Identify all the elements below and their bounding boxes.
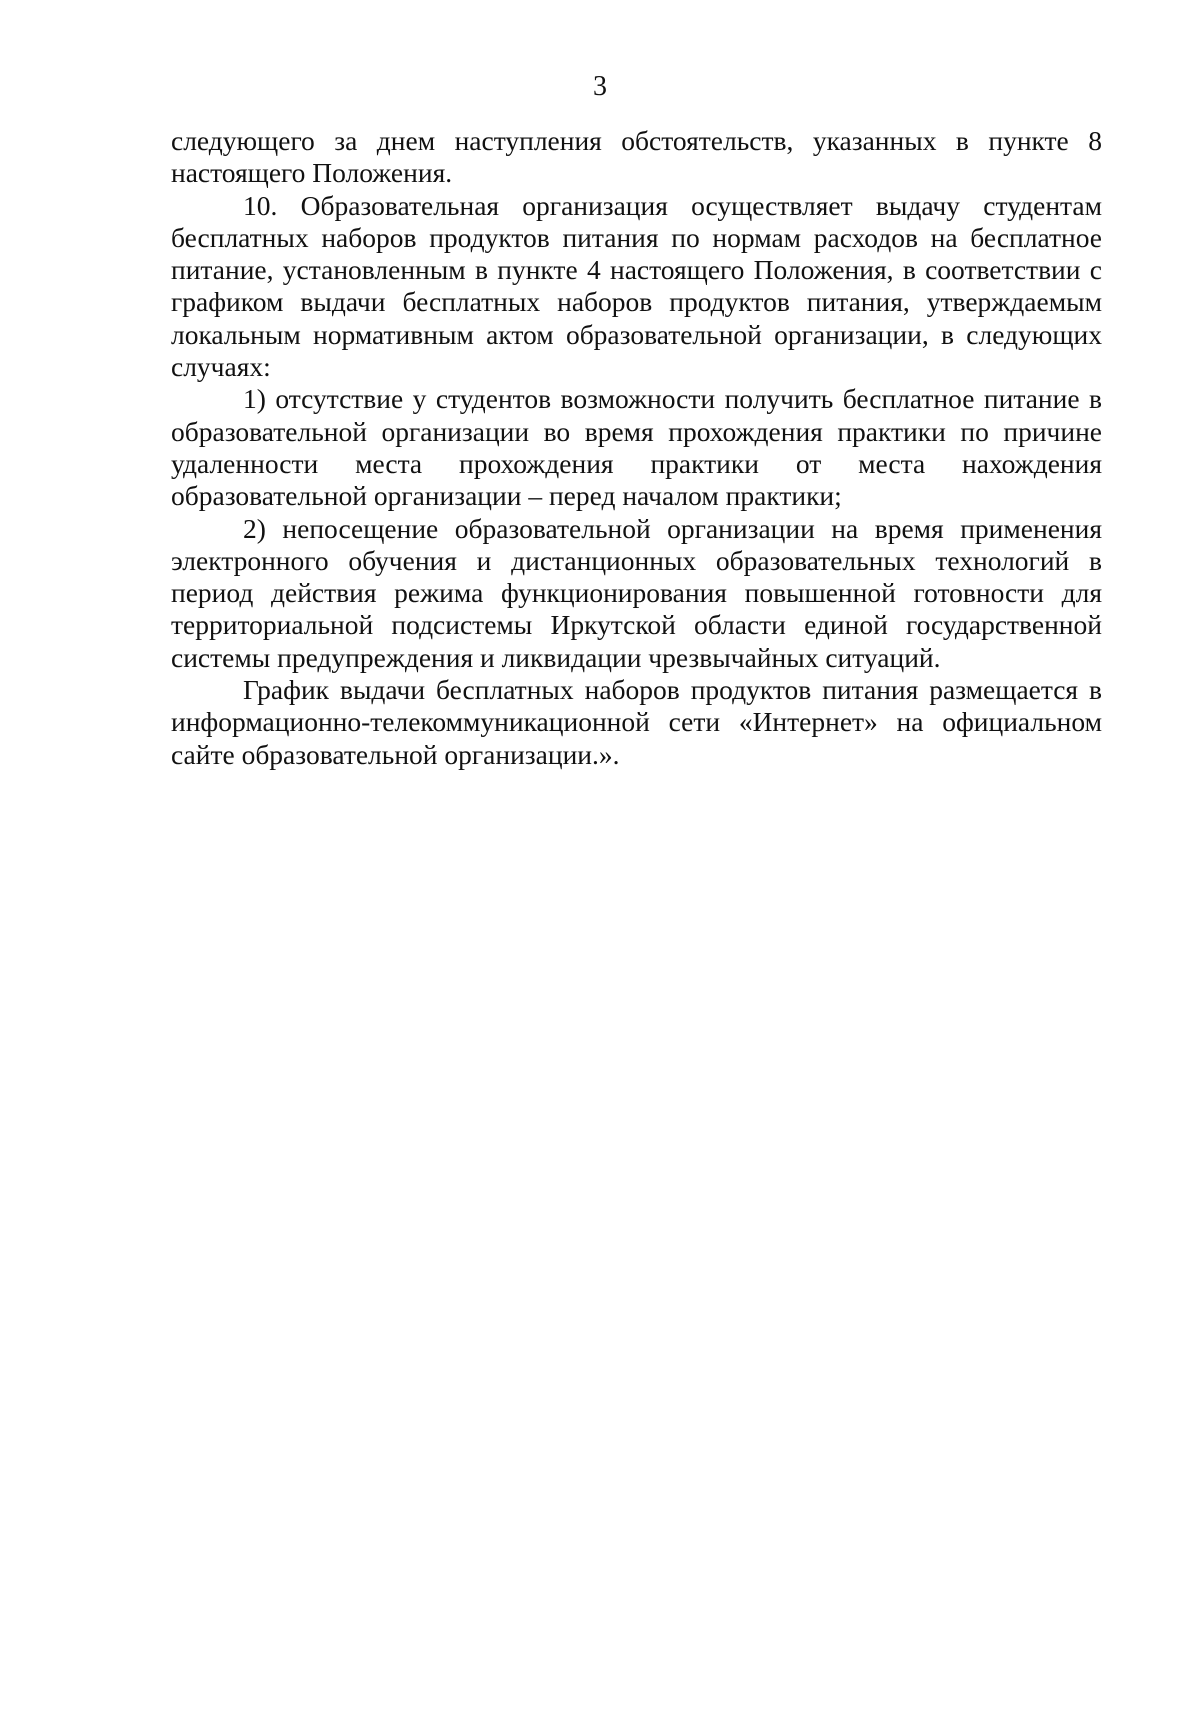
paragraph-subitem-2: 2) непосещение образовательной организации на время применения электронного обучения и дистанционных образовательных технологий в период действия режима функционирования повышенной готовности для территориальной подсистемы Иркутской области единой государственной системы предупреждения и ликвидации чрезвычайных ситуаций. — [171, 512, 1102, 673]
paragraph-continuation: следующего за днем наступления обстоятельств, указанных в пункте 8 настоящего Положения. — [171, 125, 1102, 189]
paragraph-item-10: 10. Образовательная организация осуществляет выдачу студентам бесплатных наборов продуктов питания по нормам расходов на бесплатное питание, установленным в пункте 4 настоящего Положения, в соответствии с графиком выдачи бесплатных наборов продуктов питания, утверждаемым локальным нормативным актом образовательной организации, в следующих случаях: — [171, 189, 1102, 383]
page-number: 3 — [593, 71, 607, 102]
document-body — [171, 125, 1102, 771]
paragraph-subitem-1: 1) отсутствие у студентов возможности получить бесплатное питание в образовательной организации во время прохождения практики по причине удаленности места прохождения практики от места нахождения образовательной организации – перед началом практики; — [171, 383, 1102, 512]
paragraph-schedule-publication: График выдачи бесплатных наборов продуктов питания размещается в информационно-телекоммуникационной сети «Интернет» на официальном сайте образовательной организации.». — [171, 674, 1102, 770]
